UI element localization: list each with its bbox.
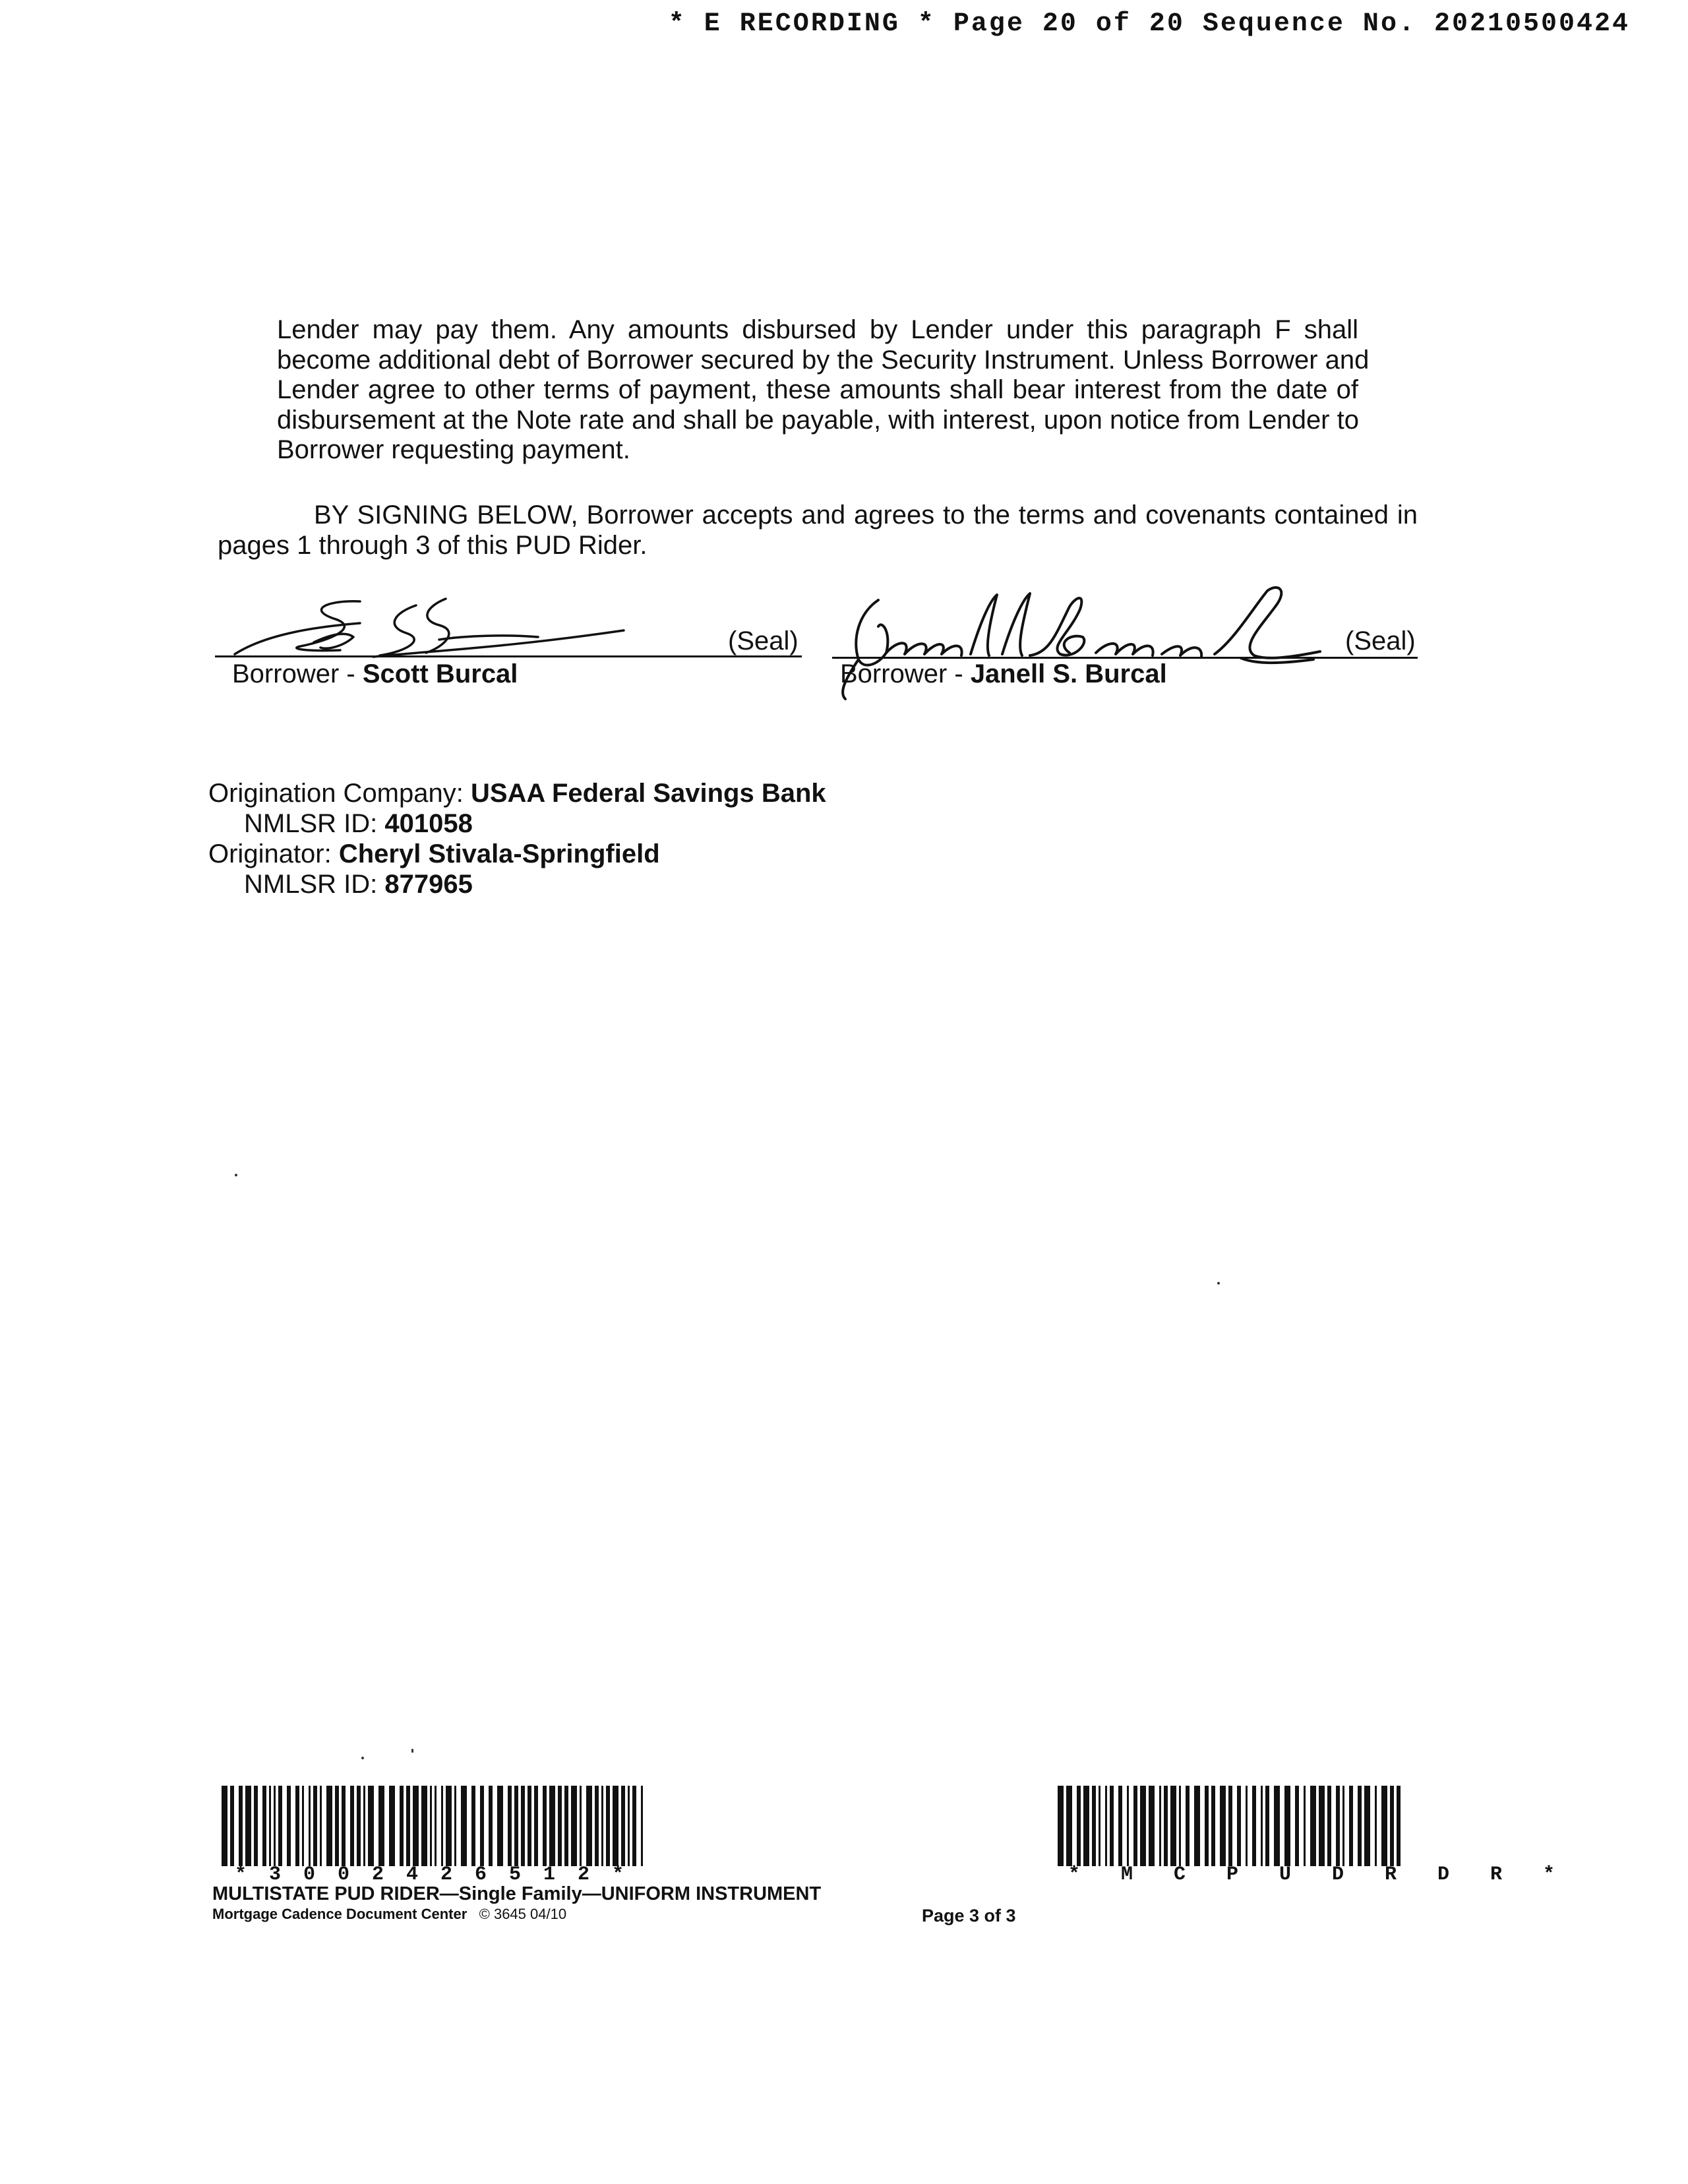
signature-block-right	[832, 580, 1426, 712]
barcode-bar	[320, 1786, 322, 1866]
barcode-bar	[1092, 1786, 1096, 1866]
barcode-bar	[1228, 1786, 1232, 1866]
barcode-bar	[357, 1786, 361, 1866]
signing-line: pages 1 through 3 of this PUD Rider.	[218, 531, 648, 560]
seal-label-right: (Seal)	[1345, 626, 1416, 655]
barcode-bar	[350, 1786, 354, 1866]
barcode-bar	[1211, 1786, 1215, 1866]
scan-speck	[411, 1749, 413, 1753]
origination-company-row	[208, 778, 826, 808]
barcode-bar	[480, 1786, 484, 1866]
barcode-bar	[239, 1786, 243, 1866]
barcode-bar	[1274, 1786, 1280, 1866]
barcode-bar	[406, 1786, 410, 1866]
form-vendor-line	[212, 1906, 566, 1923]
barcode-bar	[1083, 1786, 1089, 1866]
barcode-bar	[230, 1786, 234, 1866]
barcode-bar	[368, 1786, 374, 1866]
scan-speck	[1217, 1282, 1220, 1285]
barcode-bar	[1295, 1786, 1299, 1866]
barcode-bar	[295, 1786, 299, 1866]
barcode-bar	[1220, 1786, 1226, 1866]
barcode-bar	[1058, 1786, 1064, 1866]
barcode-bar	[549, 1786, 555, 1866]
barcode-right	[1058, 1786, 1405, 1866]
borrower-role-label: Borrower -	[840, 659, 971, 688]
barcode-bar	[1364, 1786, 1370, 1866]
barcode-bar	[1252, 1786, 1256, 1866]
barcode-bar	[595, 1786, 599, 1866]
form-code: © 3645 04/10	[479, 1906, 567, 1922]
barcode-bar	[269, 1786, 271, 1866]
barcode-bar	[1261, 1786, 1263, 1866]
signing-line: BY SIGNING BELOW, Borrower accepts and agrees to the terms and covenants contained in	[314, 501, 1418, 530]
barcode-bar	[441, 1786, 443, 1866]
barcode-bar	[497, 1786, 503, 1866]
barcode-bar	[1319, 1786, 1325, 1866]
paragraph-line: Lender agree to other terms of payment, these amounts shall bear interest from the date of	[277, 375, 1358, 404]
borrower-name-right	[840, 659, 1167, 689]
barcode-bar	[1237, 1786, 1241, 1866]
barcode-bar	[313, 1786, 317, 1866]
barcode-bar	[1118, 1786, 1122, 1866]
barcode-bar	[1397, 1786, 1401, 1866]
barcode-bar	[628, 1786, 630, 1866]
nmlsr-label: NMLSR ID:	[244, 809, 385, 838]
rider-paragraph	[277, 315, 1370, 466]
barcode-bar	[580, 1786, 582, 1866]
borrower-role-label: Borrower -	[232, 659, 363, 688]
barcode-bar	[613, 1786, 618, 1866]
barcode-bar	[245, 1786, 251, 1866]
barcode-bar	[342, 1786, 346, 1866]
barcode-bar	[571, 1786, 577, 1866]
handwritten-signature-scott-burcal	[228, 593, 703, 663]
barcode-bar	[435, 1786, 437, 1866]
signature-line-left	[215, 655, 802, 657]
originator-nmlsr-id: 877965	[384, 870, 473, 899]
signing-statement	[218, 500, 1418, 561]
barcode-bar	[1194, 1786, 1200, 1866]
barcode-bar	[287, 1786, 291, 1866]
barcode-bar	[326, 1786, 332, 1866]
paragraph-line: Lender may pay them. Any amounts disbursed by Lender under this paragraph F shall	[277, 315, 1358, 344]
barcode-bar	[1149, 1786, 1155, 1866]
barcode-bar	[1390, 1786, 1394, 1866]
barcode-bar	[1246, 1786, 1248, 1866]
barcode-bar	[1205, 1786, 1209, 1866]
borrower-name-left	[232, 659, 518, 689]
barcode-bar	[1375, 1786, 1377, 1866]
company-nmlsr-row	[208, 808, 826, 839]
barcode-bar	[1310, 1786, 1316, 1866]
recording-header: * E RECORDING * Page 20 of 20 Sequence No. 20210500424	[668, 9, 1630, 39]
barcode-bar	[1133, 1786, 1137, 1866]
barcode-bar	[254, 1786, 258, 1866]
barcode-bar	[601, 1786, 603, 1866]
barcode-right-label: * M C P U D R D R *	[1068, 1864, 1570, 1886]
barcode-bar	[1265, 1786, 1269, 1866]
barcode-bar	[586, 1786, 592, 1866]
originator-nmlsr-row	[208, 869, 826, 899]
scan-speck	[235, 1174, 237, 1176]
barcode-bar	[1164, 1786, 1168, 1866]
barcode-bar	[274, 1786, 276, 1866]
paragraph-line: become additional debt of Borrower secured by the Security Instrument. Unless Borrower and	[277, 345, 1370, 375]
barcode-bar	[1381, 1786, 1387, 1866]
barcode-bar	[1140, 1786, 1146, 1866]
barcode-bar	[461, 1786, 467, 1866]
barcode-bar	[335, 1786, 339, 1866]
barcode-bar	[1284, 1786, 1290, 1866]
barcode-bar	[389, 1786, 395, 1866]
barcode-bar	[1342, 1786, 1344, 1866]
barcode-bar	[1327, 1786, 1331, 1866]
barcode-bar	[641, 1786, 643, 1866]
origination-info	[208, 778, 826, 899]
barcode-bar	[222, 1786, 227, 1866]
barcode-bar	[489, 1786, 493, 1866]
form-title: MULTISTATE PUD RIDER—Single Family—UNIFORM INSTRUMENT	[212, 1883, 822, 1904]
barcode-bar	[632, 1786, 636, 1866]
barcode-left-label: * 3 0 0 2 4 2 6 5 1 2 *	[235, 1864, 630, 1886]
signature-line-right	[832, 657, 1418, 659]
barcode-bar	[1127, 1786, 1129, 1866]
barcode-bar	[400, 1786, 404, 1866]
company-nmlsr-id: 401058	[384, 809, 473, 838]
barcode-bar	[564, 1786, 568, 1866]
barcode-left	[222, 1786, 648, 1866]
barcode-bar	[363, 1786, 365, 1866]
originator-label: Originator:	[208, 839, 339, 868]
barcode-bar	[543, 1786, 547, 1866]
barcode-bar	[1105, 1786, 1107, 1866]
barcode-bar	[378, 1786, 384, 1866]
barcode-bar	[1358, 1786, 1362, 1866]
borrower-name: Scott Burcal	[362, 659, 518, 688]
barcode-bar	[1304, 1786, 1306, 1866]
origination-company-name: USAA Federal Savings Bank	[470, 779, 826, 808]
barcode-bar	[446, 1786, 452, 1866]
origination-company-label: Origination Company:	[208, 779, 471, 808]
barcode-bar	[471, 1786, 475, 1866]
originator-name: Cheryl Stivala-Springfield	[338, 839, 660, 868]
barcode-bar	[421, 1786, 427, 1866]
barcode-bar	[1159, 1786, 1161, 1866]
signature-block-left	[215, 593, 808, 699]
barcode-bar	[302, 1786, 304, 1866]
vendor-name: Mortgage Cadence Document Center	[212, 1906, 467, 1922]
borrower-name: Janell S. Burcal	[970, 659, 1167, 688]
barcode-bar	[1099, 1786, 1100, 1866]
barcode-bar	[606, 1786, 610, 1866]
barcode-bar	[621, 1786, 625, 1866]
barcode-bar	[1110, 1786, 1114, 1866]
barcode-bar	[1349, 1786, 1353, 1866]
barcode-bar	[1077, 1786, 1081, 1866]
barcode-bar	[1066, 1786, 1072, 1866]
barcode-bar	[309, 1786, 311, 1866]
scan-speck	[361, 1757, 364, 1759]
barcode-bar	[1170, 1786, 1176, 1866]
barcode-bar	[1186, 1786, 1190, 1866]
barcode-bar	[1179, 1786, 1181, 1866]
barcode-bar	[534, 1786, 538, 1866]
barcode-bar	[278, 1786, 282, 1866]
nmlsr-label: NMLSR ID:	[244, 870, 385, 899]
barcode-bar	[1336, 1786, 1340, 1866]
barcode-bar	[430, 1786, 432, 1866]
originator-row	[208, 839, 826, 869]
barcode-bar	[528, 1786, 531, 1866]
barcode-bar	[262, 1786, 266, 1866]
barcode-bar	[413, 1786, 419, 1866]
paragraph-line: disbursement at the Note rate and shall be payable, with interest, upon notice from Lender to	[277, 405, 1359, 435]
barcode-bar	[514, 1786, 518, 1866]
barcode-bar	[521, 1786, 525, 1866]
barcode-bar	[558, 1786, 562, 1866]
barcode-bar	[508, 1786, 512, 1866]
page-number: Page 3 of 3	[922, 1906, 1016, 1926]
paragraph-line: Borrower requesting payment.	[277, 435, 630, 464]
seal-label-left: (Seal)	[728, 626, 799, 655]
barcode-bar	[454, 1786, 456, 1866]
